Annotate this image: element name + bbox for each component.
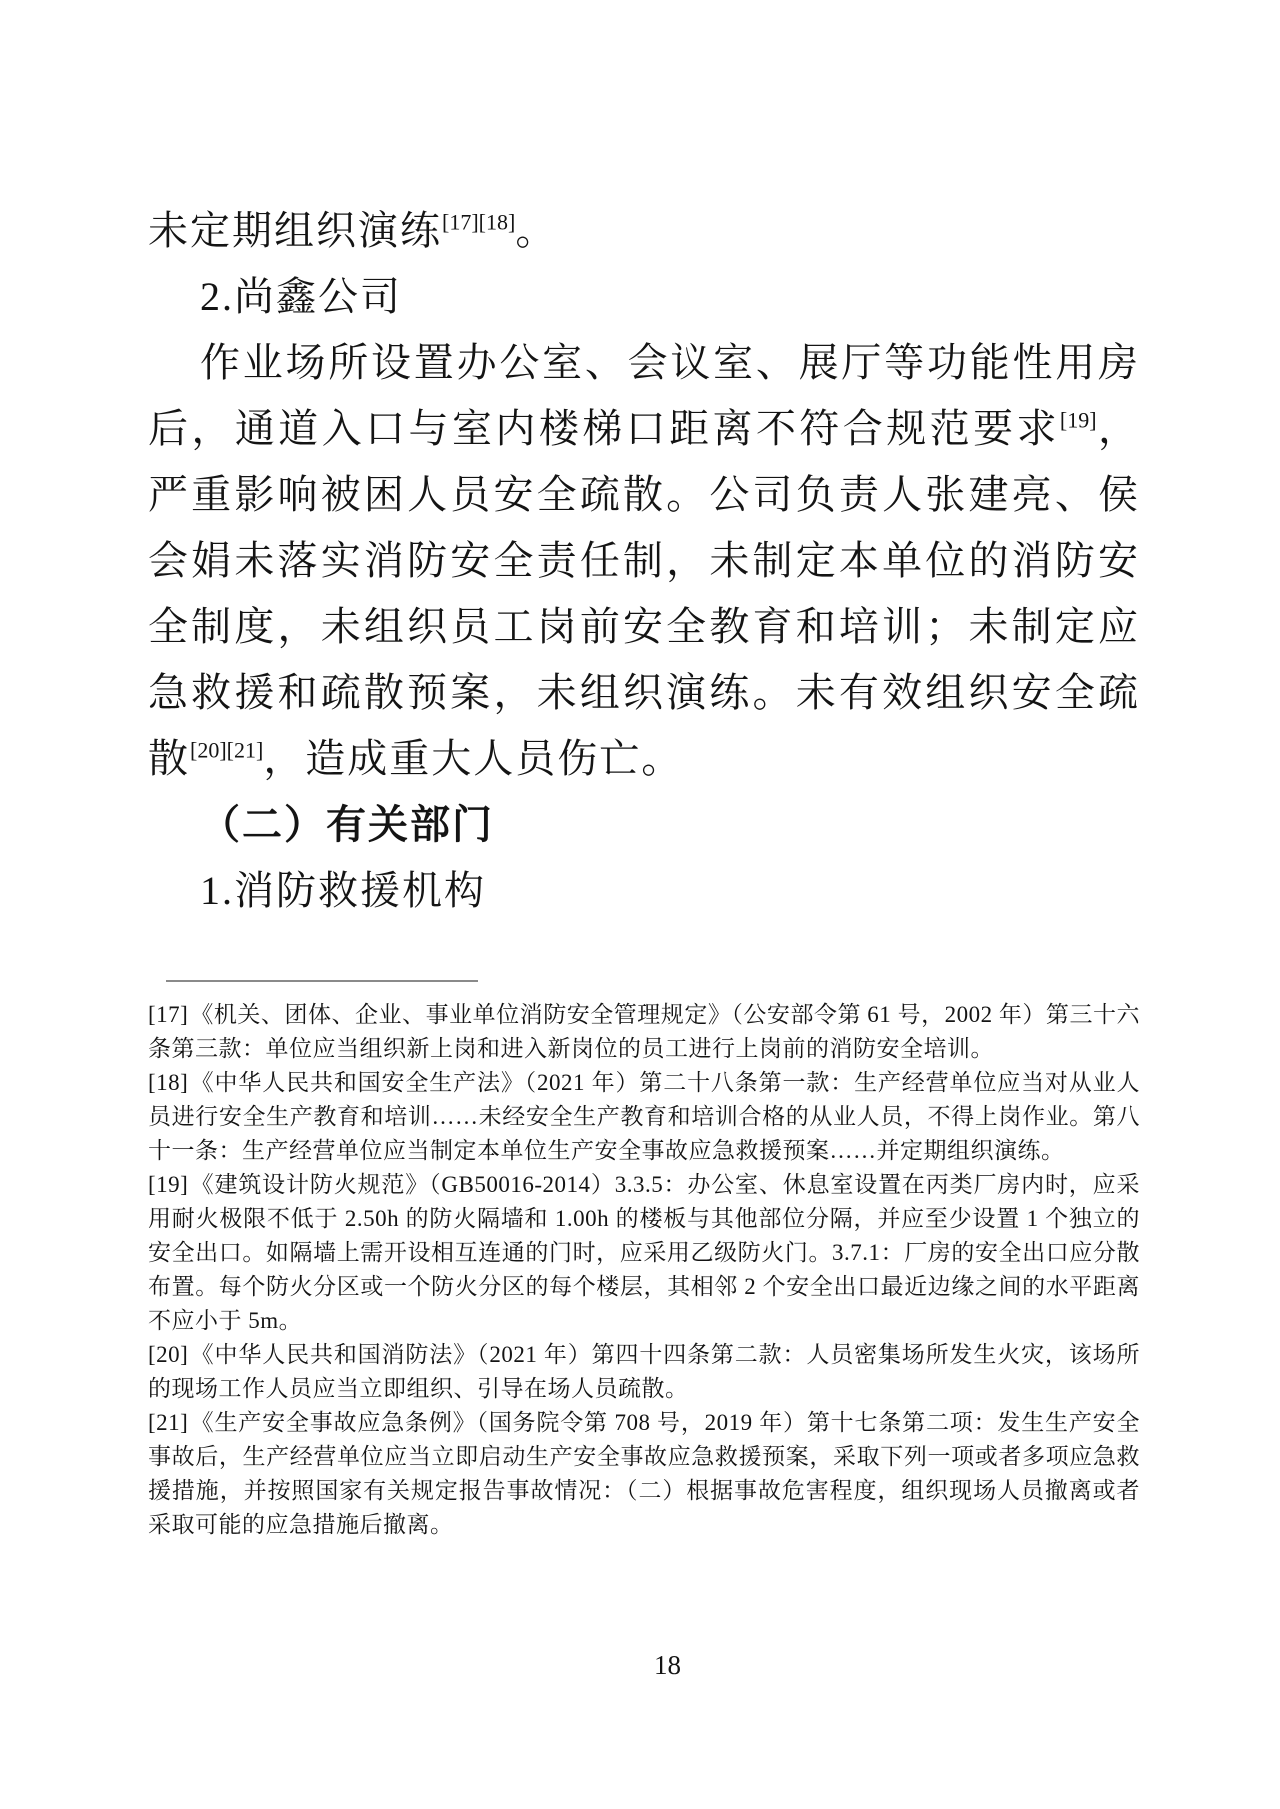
page-number: 18 xyxy=(654,1650,681,1680)
heading-company: 2.尚鑫公司 xyxy=(200,274,402,319)
footnote-19 xyxy=(148,1168,1140,1338)
footnote-area xyxy=(148,980,1140,1542)
footnote-ref-20-21: [20][21] xyxy=(190,737,264,763)
footnote-20-marker: [20] xyxy=(148,1342,189,1367)
footnote-20-text: 《中华人民共和国消防法》（2021 年）第四十四条第二款：人员密集场所发生火灾，该场所的现场工作人员应当立即组织、引导在场人员疏散。 xyxy=(148,1342,1140,1401)
footnote-19-text: 《建筑设计防火规范》（GB50016-2014）3.3.5：办公室、休息室设置在丙类厂房内时，应采用耐火极限不低于 2.50h 的防火隔墙和 1.00h 的楼板与其他部位分隔，并应至少设置 1 个独立的安全出口。如隔墙上需开设相互连通的门时，应采用乙级防火门。3.7.1：厂房的安全出口应分散布置。每个防火分区或一个防火分区的每个楼层，其相邻 2 个安全出口最近边缘之间的水平距离不应小于 5m。 xyxy=(148,1172,1140,1333)
footnote-ref-19: [19] xyxy=(1059,407,1097,433)
heading-fire-rescue-org: 1.消防救援机构 xyxy=(200,868,486,913)
company-para-part3: ，造成重大人员伤亡。 xyxy=(263,736,684,781)
company-para-part2: ，严重影响被困人员安全疏散。公司负责人张建亮、侯会娟未落实消防安全责任制，未制定本单位的消防安全制度，未组织员工岗前安全教育和培训；未制定应急救援和疏散预案，未组织演练。未有效组织安全疏散 xyxy=(148,406,1141,781)
footnote-18-text: 《中华人民共和国安全生产法》（2021 年）第二十八条第一款：生产经营单位应当对从业人员进行安全生产教育和培训……未经安全生产教育和培训合格的从业人员，不得上岗作业。第八十一条：生产经营单位应当制定本单位生产安全事故应急救援预案……并定期组织演练。 xyxy=(148,1070,1140,1163)
footnote-18-marker: [18] xyxy=(148,1070,189,1095)
footnote-17-marker: [17] xyxy=(148,1002,189,1027)
company-para-part1: 作业场所设置办公室、会议室、展厅等功能性用房后，通道入口与室内楼梯口距离不符合规范要求 xyxy=(148,340,1140,451)
paragraph-continuation xyxy=(148,198,1140,264)
footnote-20 xyxy=(148,1338,1140,1406)
footnote-21-text: 《生产安全事故应急条例》（国务院令第 708 号，2019 年）第十七条第二项：发生生产安全事故后，生产经营单位应当立即启动生产安全事故应急救援预案，采取下列一项或者多项应急救援措施，并按照国家有关规定报告事故情况：（二）根据事故危害程度，组织现场人员撤离或者采取可能的应急措施后撤离。 xyxy=(148,1410,1140,1537)
continuation-period: 。 xyxy=(515,208,558,253)
continuation-text: 未定期组织演练 xyxy=(148,208,442,253)
footnote-19-marker: [19] xyxy=(148,1172,189,1197)
footnote-17-text: 《机关、团体、企业、事业单位消防安全管理规定》（公安部令第 61 号，2002 年）第三十六条第三款：单位应当组织新上岗和进入新岗位的员工进行上岗前的消防安全培训。 xyxy=(148,1002,1140,1061)
paragraph-company-violations xyxy=(148,330,1140,792)
footnote-divider xyxy=(166,980,478,982)
footnote-list xyxy=(148,998,1140,1542)
footnote-18 xyxy=(148,1066,1140,1168)
footnote-17 xyxy=(148,998,1140,1066)
footnote-21 xyxy=(148,1406,1140,1542)
body-text xyxy=(148,198,1140,924)
heading-related-departments: （二）有关部门 xyxy=(200,802,494,847)
footnote-21-marker: [21] xyxy=(148,1410,189,1435)
footnote-ref-17-18: [17][18] xyxy=(442,209,516,235)
